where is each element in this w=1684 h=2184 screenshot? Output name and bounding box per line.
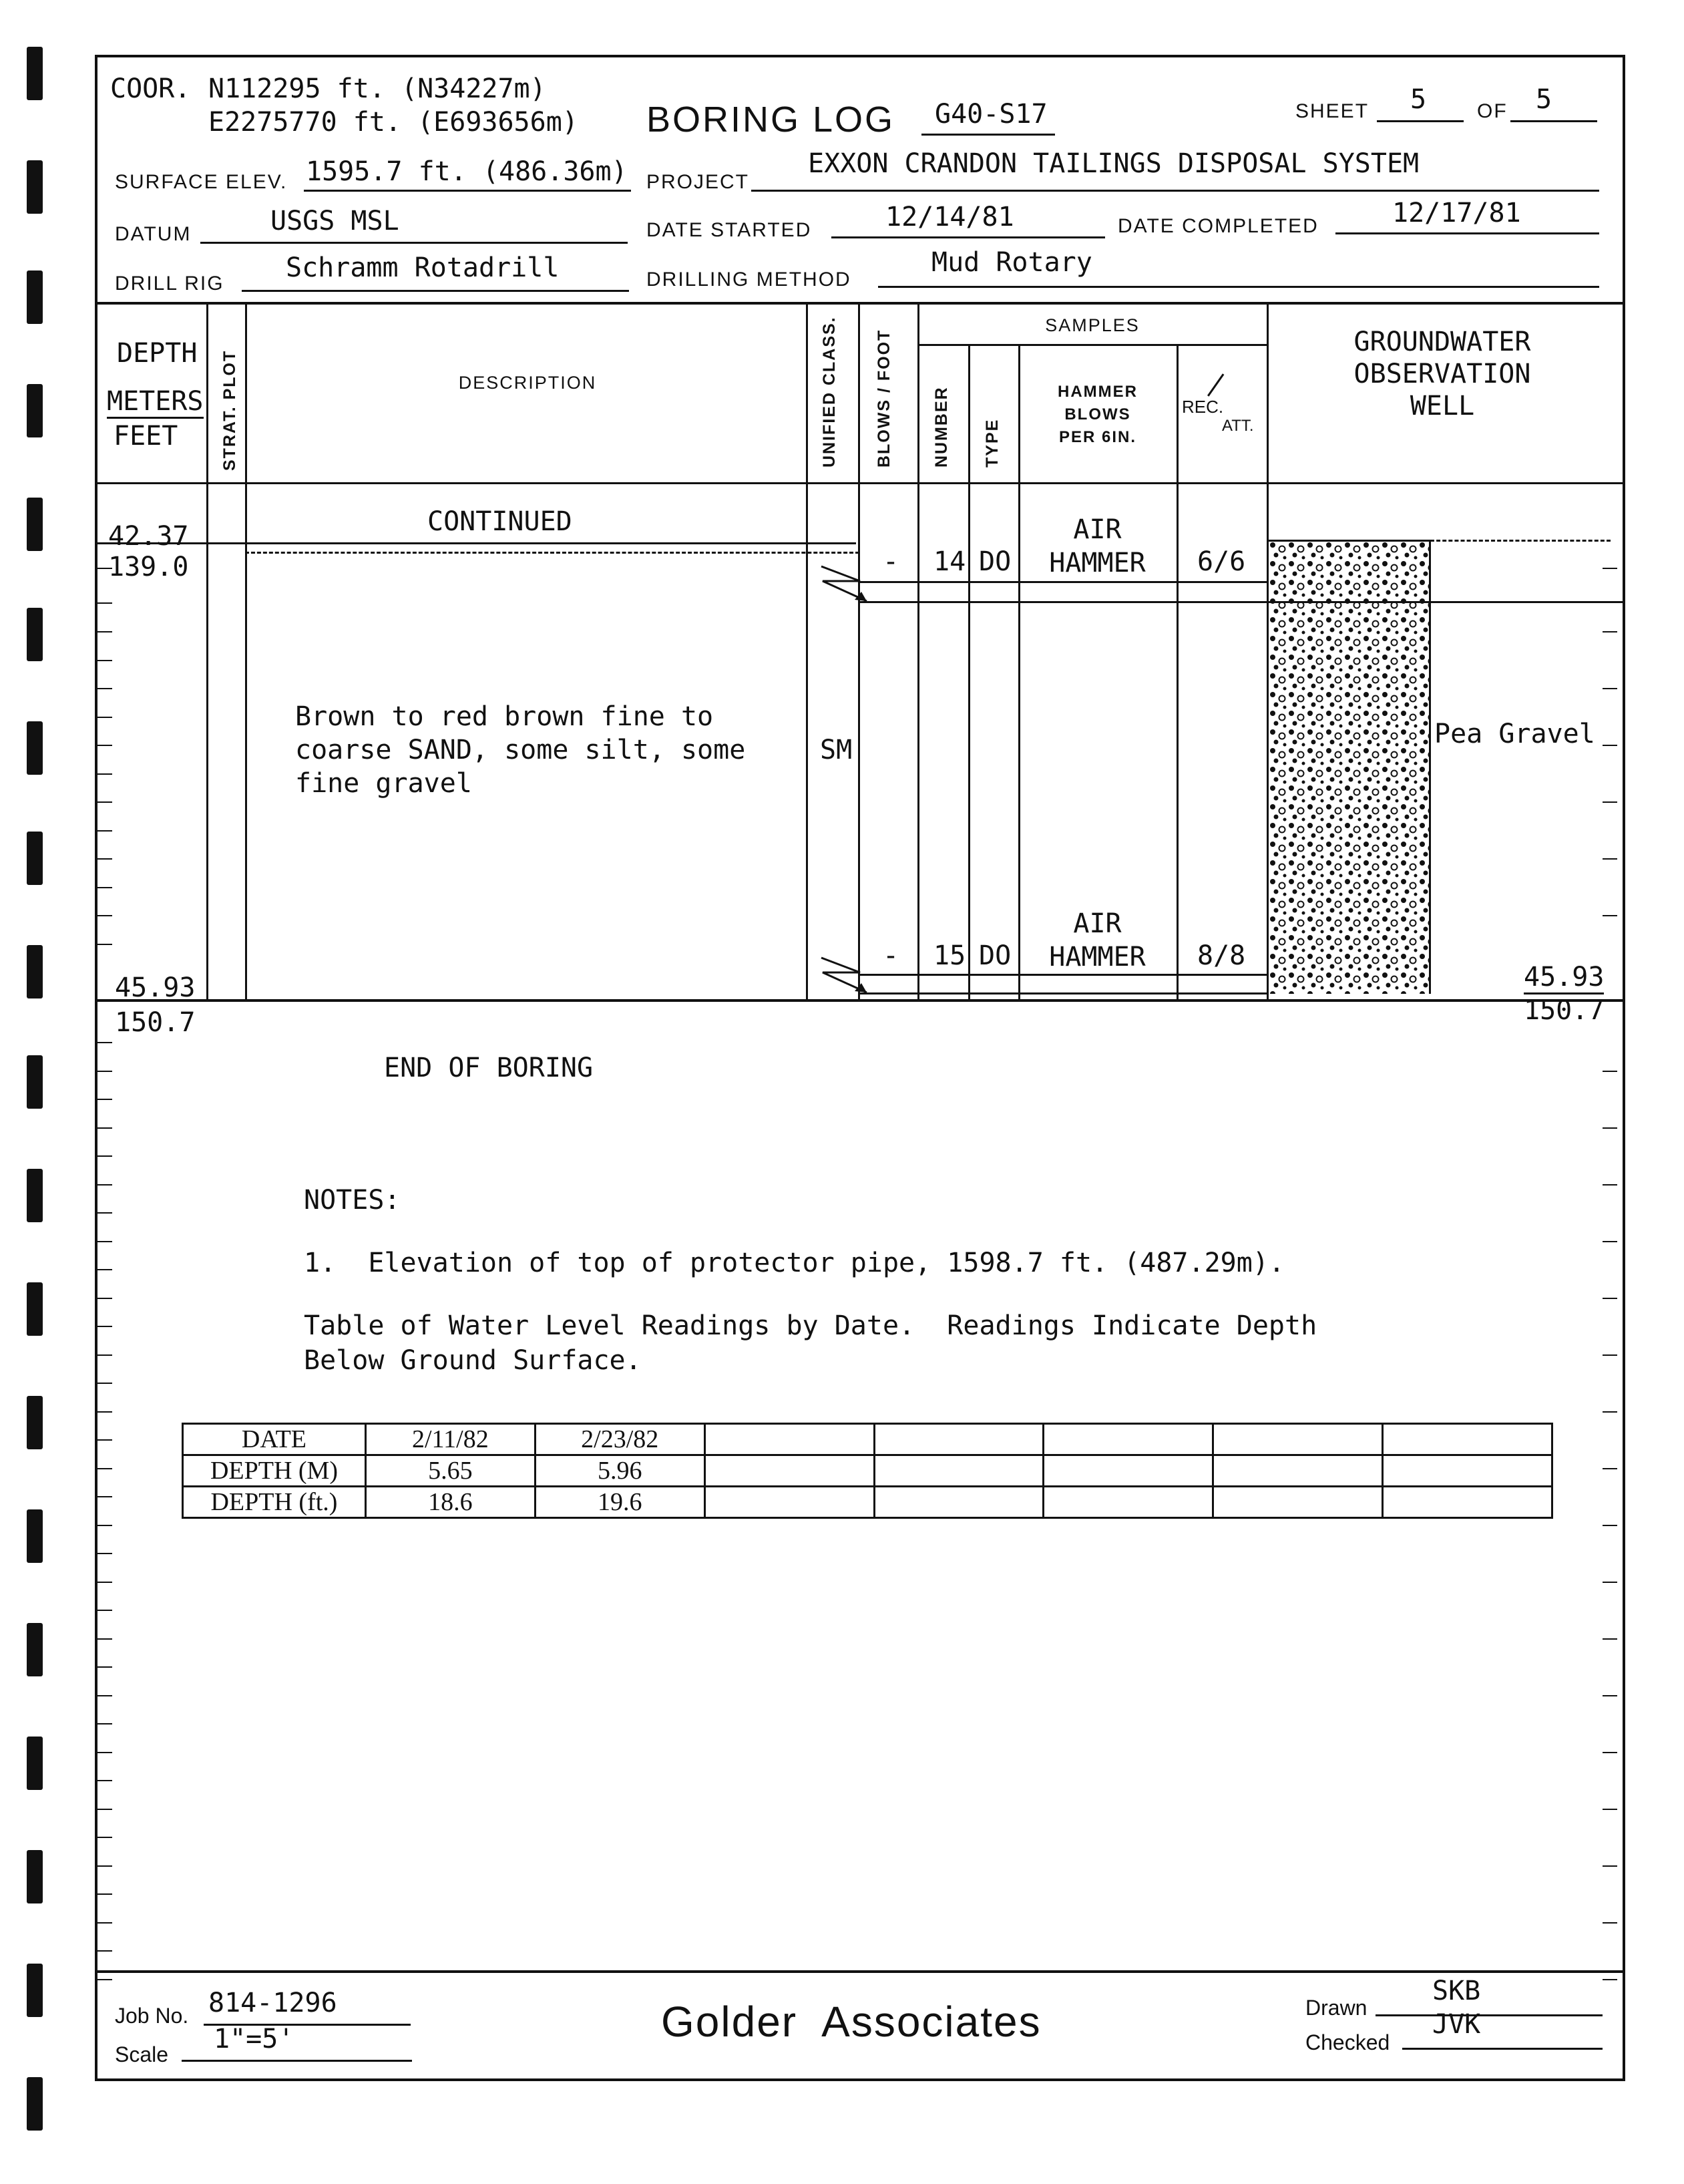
of-label: OF	[1477, 100, 1508, 122]
coor-east: E2275770 ft. (E693656m)	[208, 107, 578, 138]
sample-14-hammer-line-2: HAMMER	[1049, 548, 1146, 578]
sample-15-type: DO	[979, 940, 1012, 971]
drill-rig: Schramm Rotadrill	[286, 252, 560, 283]
sample-14-recovery: 6/6	[1197, 546, 1246, 577]
table-cell	[874, 1455, 1044, 1487]
sample-14-type: DO	[979, 546, 1012, 577]
description-line-1: Brown to red brown fine to	[295, 701, 714, 732]
table-row	[183, 1487, 1552, 1518]
boring-id: G40-S17	[935, 99, 1048, 130]
sample-15-blows: -	[883, 940, 899, 971]
drawn-label: Drawn	[1305, 1996, 1367, 2020]
sample-15-number: 15	[933, 940, 966, 971]
sample-15-hammer	[1018, 907, 1177, 974]
col-hammer-line-1: HAMMER	[1058, 383, 1138, 401]
col-description: DESCRIPTION	[458, 373, 597, 393]
sample-15-recovery: 8/8	[1197, 940, 1246, 971]
date-started: 12/14/81	[885, 202, 1014, 232]
sample-14-blows: -	[883, 546, 899, 577]
col-hammer-line-2: BLOWS	[1064, 405, 1131, 423]
col-feet: FEET	[114, 421, 178, 451]
sample-15-hammer-line-2: HAMMER	[1049, 942, 1146, 972]
table-cell	[1383, 1487, 1552, 1518]
table-cell: 2/23/82	[535, 1424, 704, 1455]
table-cell	[704, 1424, 874, 1455]
coor-label: COOR.	[110, 73, 191, 104]
table-cell	[874, 1487, 1044, 1518]
table-cell	[1044, 1487, 1213, 1518]
table-cell: DEPTH (ft.)	[183, 1487, 366, 1518]
table-cell: 5.65	[365, 1455, 535, 1487]
project-label: PROJECT	[646, 171, 750, 193]
table-cell	[1044, 1424, 1213, 1455]
drilling-method: Mud Rotary	[931, 247, 1092, 278]
well-label: Pea Gravel	[1434, 719, 1595, 749]
table-cell	[1213, 1424, 1383, 1455]
col-depth: DEPTH	[117, 338, 198, 369]
table-cell	[1213, 1455, 1383, 1487]
date-started-label: DATE STARTED	[646, 219, 812, 241]
description-line-2: coarse SAND, some silt, some	[295, 735, 746, 765]
table-cell	[874, 1424, 1044, 1455]
col-gw-line-3: WELL	[1410, 391, 1475, 421]
col-samples: SAMPLES	[1045, 315, 1140, 335]
col-blows-foot: BLOWS / FOOT	[875, 329, 893, 468]
surface-elev-label: SURFACE ELEV.	[115, 171, 288, 193]
date-completed: 12/17/81	[1392, 198, 1521, 228]
col-hammer	[1020, 381, 1175, 449]
job-label: Job No.	[115, 2004, 189, 2028]
pea-gravel-fill	[1269, 541, 1429, 994]
depth-bot-m-right: 45.93	[1524, 962, 1604, 994]
date-completed-label: DATE COMPLETED	[1118, 215, 1319, 237]
water-level-table	[182, 1423, 1553, 1519]
drilling-method-label: DRILLING METHOD	[646, 268, 851, 291]
datum: USGS MSL	[270, 206, 399, 236]
table-cell: DATE	[183, 1424, 366, 1455]
depth-top-ft: 139.0	[108, 552, 189, 582]
table-cell: DEPTH (M)	[183, 1455, 366, 1487]
drill-rig-label: DRILL RIG	[115, 272, 224, 295]
depth-bot-ft: 150.7	[115, 1007, 196, 1038]
table-cell	[1213, 1487, 1383, 1518]
table-row	[183, 1455, 1552, 1487]
surface-elev: 1595.7 ft. (486.36m)	[306, 156, 628, 187]
sample-14-arrow-icon	[820, 564, 880, 604]
sample-15-hammer-line-1: AIR	[1073, 908, 1122, 939]
col-att: ATT.	[1222, 417, 1254, 435]
sample-15-arrow-icon	[820, 955, 880, 995]
col-groundwater	[1269, 326, 1616, 422]
table-cell	[1383, 1424, 1552, 1455]
sheet-number: 5	[1410, 84, 1427, 115]
end-of-boring: END OF BORING	[384, 1053, 594, 1083]
job-no: 814-1296	[208, 1988, 337, 2018]
table-cell	[1383, 1455, 1552, 1487]
col-gw-line-2: OBSERVATION	[1353, 359, 1531, 389]
table-cell: 19.6	[535, 1487, 704, 1518]
col-hammer-line-3: PER 6IN.	[1058, 428, 1137, 446]
note-1: 1. Elevation of top of protector pipe, 1598.7 ft. (487.29m).	[304, 1248, 1285, 1278]
col-strat-plot: STRAT. PLOT	[220, 349, 239, 471]
continued-label: CONTINUED	[427, 506, 572, 537]
checked-by: JVK	[1432, 2009, 1481, 2040]
depth-bot-ft-right: 150.7	[1524, 995, 1605, 1026]
datum-label: DATUM	[115, 223, 192, 245]
uscs-class: SM	[820, 735, 853, 765]
table-cell	[1044, 1455, 1213, 1487]
depth-top-m: 42.37	[108, 521, 189, 552]
col-gw-line-1: GROUNDWATER	[1353, 327, 1531, 357]
notes-heading: NOTES:	[304, 1185, 401, 1216]
table-caption-2: Below Ground Surface.	[304, 1345, 642, 1376]
sample-14-hammer-line-1: AIR	[1073, 514, 1122, 545]
table-cell: 18.6	[365, 1487, 535, 1518]
table-cell	[704, 1455, 874, 1487]
col-unified-class: UNIFIED CLASS.	[820, 316, 839, 468]
table-cell	[704, 1487, 874, 1518]
description-line-3: fine gravel	[295, 768, 472, 799]
col-number: NUMBER	[932, 386, 951, 468]
sheet-label: SHEET	[1295, 100, 1370, 122]
col-rec: REC.	[1182, 397, 1224, 417]
coor-north: N112295 ft. (N34227m)	[208, 73, 546, 104]
company-logo: Golder Associates	[661, 1998, 1042, 2046]
depth-bot-m: 45.93	[115, 972, 196, 1003]
project: EXXON CRANDON TAILINGS DISPOSAL SYSTEM	[808, 148, 1420, 179]
sample-14-number: 14	[933, 546, 966, 577]
col-meters: METERS	[107, 386, 204, 419]
sample-14-hammer	[1018, 513, 1177, 580]
checked-label: Checked	[1305, 2030, 1390, 2054]
table-cell: 5.96	[535, 1455, 704, 1487]
page-title: BORING LOG	[646, 100, 895, 140]
sheet-total: 5	[1536, 84, 1552, 115]
scale: 1"=5'	[214, 2024, 294, 2054]
table-row	[183, 1424, 1552, 1455]
table-caption-1: Table of Water Level Readings by Date. Readings Indicate Depth	[304, 1310, 1317, 1341]
scale-label: Scale	[115, 2042, 169, 2066]
drawn-by: SKB	[1432, 1976, 1481, 2006]
table-cell: 2/11/82	[365, 1424, 535, 1455]
col-type: TYPE	[983, 418, 1002, 468]
